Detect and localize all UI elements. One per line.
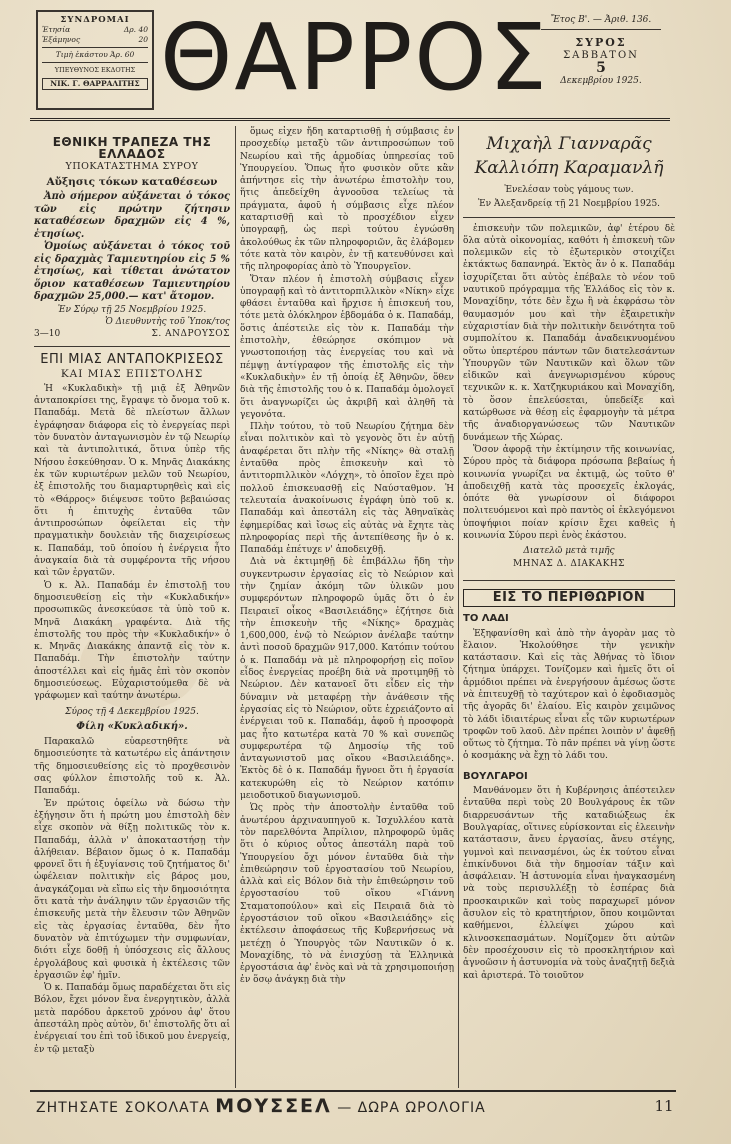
issue-price: Τιμὴ ἑκάστου Ἀρ. 60: [55, 50, 135, 59]
article-paragraph: Παρακαλῶ εὐαρεστηθῆτε νὰ δημοσιεύσητε τὰ κατωτέρω εἰς ἀπάντησιν τῆς δημοσιευθείσης εἰς τὸ προχθεσινὸν σας φύλλον ἐπιστολῆς τοῦ κ. Ἀλ. Παπαδάμ.: [34, 737, 230, 797]
masthead-rule: [30, 118, 670, 121]
footer-ad-text: — ΔΩΡΑ ΩΡΟΛΟΓΙΑ: [337, 1100, 486, 1116]
article-paragraph: Πλὴν τούτου, τὸ τοῦ Νεωρίου ζήτημα δὲν εἶναι πολιτικὸν καὶ τὸ γεγονὸς ὅτι ἐν αὐτῇ ἀναφέρεται ὅτι πλὴν τῆς «Νίκης» θὰ σταλῇ ἐνταῦθα πρὸς ἐπισκευὴν καὶ τὸ ἀντιτορπιλλικὸν «Λόγχη», τὸ ὁποῖον ἔχει πρὸ πολλοῦ ἐπισκευασθῇ εἰς Ναύσταθμον. Ἡ τελευταία ἀνακοίνωσις ἐγράφη ὑπὸ τοῦ κ. Παπαδάμ καὶ ἀπεστάλη εἰς τὰς Ἀθηναϊκὰς ἐφημερίδας καὶ ἴσως εἰς αὐτὰς νὰ ἔχητε τὰς πληροφορίας περὶ τῆς ἀντεπίθεσης ἣν ὁ κ. Παπαδάμ ἐπέτυχε ν' ἀποδειχθῇ.: [240, 422, 454, 556]
bank-notice-footer: [34, 328, 230, 340]
article-paragraph: Ὅταν πλέον ἡ ἐπιστολὴ σύμβασις εἶχεν ὑπογραφῇ καὶ τὸ ἀντιτορπιλλικὸν «Νίκη» εἶχε φθάσει ἐνταῦθα καὶ ἤρχισε ἡ ἐπισκευή του, τότε μετὰ ὁλόκληρον ἑβδομάδα ὁ κ. Παπαδάμ, ὅστις ἀπέστειλε εἰς τὸν κ. Παπαδάμ τὴν ἐπιστολὴν, ἐθεώρησε σκόπιμον νὰ γνωστοποιήσῃ τὰς ἐνεργείας του καὶ νὰ πέμψῃ ἀντίγραφον τῆς ἐπιστολῆς εἰς τὴν «Κυκλαδικὴν» ἐν τῇ ὁποίᾳ ἐξ Ἀθηνῶν, ὅθεν διὰ τῆς ἐπιστολῆς του ὁ κ. Παπαδάμ ὁμολογεῖ ὅτι ἀναγνωρίζει ὡς ἀκριβῆ καὶ ἀληθῆ τὰ γεγονότα.: [240, 274, 454, 420]
letter-closing: Διατελῶ μετὰ τιμῆς: [523, 546, 615, 557]
article-paragraph: Διὰ νὰ ἐκτιμηθῇ δὲ ἐπιβάλλω ἤδη τὴν συγκεντρωσιν ἐργασίας εἰς τὸ Νεώριον καὶ τὴν ζημίαν ἀκόμη τῶν ὑλικῶν μου συμφερόντων πληροφορῶ ὑμᾶς ὅτι ὁ ἐν Πειραιεῖ οἶκος «Βασιλειάδης» ἐζήτησε διὰ τὴν ἐπισκευὴν τῆς «Νίκης» δραχμὰς 1,600,000, ἐνῷ τὸ Νεώριον ἀνέλαβε ταύτην ἀντὶ ποσοῦ δραχμῶν 917,000. Κατόπιν τούτου ὁ κ. Παπαδάμ νὰ μὲ πληροφορήσῃ εἰς ποῖον εἶδος ἐνεργείας προέβη διὰ νὰ προτιμηθῇ τὸ Νεώριον. Δὲν κατανοεῖ ὅτι εἶδεν εἰς τὴν δύναμιν νὰ μεταφέρῃ τὴν ἀνάθεσιν τῆς ἐργασίας εἰς τὸ Νεώριον, οὔτε ἐχρειάζοντο αἱ ἐνέργειαι τοῦ κ. Παπαδάμ, ἀφοῦ ἡ προσφορὰ μας ἦτο κατωτέρα κατὰ 70 % καὶ συνεπῶς συμφερωτέρα τῷ Δημοσίῳ τῆς τοῦ ἀνταγωνιστοῦ μας οἴκου «Βασιλειάδης». Ἐκτὸς δὲ ὁ κ. Παπαδάμ ἤγνοει ὅτι ἡ ἐργασία κατεκυρώθη εἰς τὸ Νεώριον κατόπιν μειοδοτικοῦ διαγωνισμοῦ.: [240, 557, 454, 802]
letter-salutation: Φίλη «Κυκλαδική».: [76, 720, 188, 732]
article-paragraph: Μανθάνομεν ὅτι ἡ Κυβέρνησις ἀπέστειλεν ἐνταῦθα περὶ τοὺς 20 Βουλγάρους ἐκ τῶν διαρρευσάντων τῆς καταδιώξεως ἐκ Βουλγαρίας, οἵτινες εὑρίσκονται εἰς ἐλεεινὴν κατάστασιν, ἄνευ ἐργασίας, ἄνευ στέγης, γυμνοὶ καὶ πεινασμένοι, ὡς ἐκ τούτου εἶναι ἐπικίνδυνοι διὰ τὴν δημοσίαν τάξιν καὶ ἀσφάλειαν. Ἡ ἀστυνομία εἶναι ἠναγκασμένη νὰ τοὺς περισυλλέξῃ τὸ ἑσπέρας διὰ προσκαιρικῶν καὶ τοὺς παραχωρεῖ μόνον ἄσυλον εἰς τὸ κρατητήριον, ὅπου κοιμῶνται καθήμενοι, ἐλλείψει χώρου καὶ κλινοσκεπασμάτων. Νομίζομεν ὅτι αὐτῶν δὲν προσέχουσιν εἰς τὸ προσκλητήριον καὶ ἀγνοῶσιν ἡ ἀστυνομία νὰ τοὺς ἀναζητῇ δεξιὰ καὶ ἀριστερά. Τὸ τοιοῦτον: [463, 786, 675, 981]
subscription-row: [42, 25, 148, 35]
article-paragraph: Ἡ «Κυκλαδικὴ» τῇ μιᾷ ἐξ Ἀθηνῶν ἀνταποκρίσει της, ἔγραψε τὸ ὄνομα τοῦ κ. Παπαδάμ. Μετὰ δὲ πλείστων ἄλλων ἐγράφησαν διάφορα εἰς τὸ ἐνεργείας περὶ τὸν δυνατὸν ἀνταγωνισμὸν ἐν τῷ Νεωρίῳ καὶ τὰ ἀντιπολιτικά, ὅτινα ὑπὲρ τῆς Νήσου ἐσκεύθησαν. Ὁ κ. Μηνᾶς Διακάκης ἐκ τῶν κυριωτέρων μελῶν τοῦ Νεωρίου, ἐξ ἐπιστολῆς του διαμαρτυρηθεὶς καὶ εἰς τὸ «Θάρρος» διέψευσε τοῦτο βεβαιώσας ὅτι ἡ ἐπιτυχὴς ἐνταῦθα τῶν ἀντιπροσώπων ὀφείλεται εἰς τὴν πραγματικὴν δουλειὰν τῆς διαχειρίσεως κ. Παπαδάμ, τοῦ ὁποίου ἡ ἐνέργεια ἦτο ἀναγκαία διὰ τὰ συμφέροντα τῆς νήσου καὶ τῶν ἐργατῶν.: [34, 383, 230, 579]
column-rule: [458, 126, 459, 1088]
subscription-value: Δρ. 40: [123, 25, 148, 34]
column-1: [34, 126, 230, 1088]
article-paragraph: Ἐξηφανίσθη καὶ ἀπὸ τὴν ἀγορὰν μας τὸ ἔλαιον. Ἡκολούθησε τὴν γενικὴν κατάστασιν. Καὶ εἰς τὰς Ἀθήνας τὸ ἴδιον ζήτημα ὑπάρχει. Τονίζομεν καὶ ἡμεῖς ὅτι οἱ ἀρμόδιοι πρέπει νὰ ἐνεργήσουν ἀμέσως ὥστε νὰ ἐπιτευχθῇ τὸ ταχύτερον καὶ ὁ ἐφοδιασμὸς τῆς ἀγορᾶς δι' ἐλαίου. Εἰς καιρὸν χειμῶνος τὸ λάδι ἰδιαιτέρως εἶναι εἷς τῶν κυριωτέρων τροφῶν τοῦ λαοῦ. Δὲν πρέπει λοιπὸν ν' ἀφεθῇ οὕτως τὸ ζήτημα. Τὸ πᾶν πρέπει νὰ γίνῃ ὥστε ὁ κοσμάκης νὰ ἔχῃ τὸ λάδι του.: [463, 628, 675, 762]
article-paragraph: Ὅσον ἀφορᾷ τὴν ἐκτίμησιν τῆς κοινωνίας, Σύρου πρὸς τὰ διάφορα πρόσωπα βεβαίως ἡ κοινωνία γνωρίζει να ἐκτιμᾷ, ὡς τοῦτο θ' ἀποδειχθῇ κατὰ τὰς προσεχεῖς ἐκλογάς, ὁπότε θὰ γνωρίσουν οἱ διάφοροι πολιτευόμενοι καὶ πρὸ παντὸς οἱ ἐκλεγόμενοι ὑποψήφιοι ποίαν κρίσιν ἔχει καθεὶς ἡ κοινωνία Σύρου περὶ ἑνὸς ἑκάστου.: [463, 444, 675, 542]
article-paragraph: Ὁ κ. Ἀλ. Παπαδάμ ἐν ἐπιστολῇ του δημοσιευθείσῃ εἰς τὴν «Κυκλαδικήν» προσωπικῶς ἀνεσκεύασε τὰ ὑπὸ τοῦ κ. Μηνᾶ Διακάκη γραφέντα. Διὰ τῆς ἐπιστολῆς του πρὸς τὴν «Κυκλαδικήν» ὁ κ. Μηνᾶς Διακάκης ἀπαντᾷ εἰς τὸν κ. Παπαδάμ. Τὴν ἐπιστολὴν ταύτην ἀποστέλλει καὶ εἰς ἡμᾶς ἐπὶ τὸν σκοπὸν δημοσιεύσεως. Εὐχαριστούμεθα δὲ νὰ γράφωμεν καὶ ταύτην ἀνωτέρω.: [34, 580, 230, 702]
bank-notice-title: ΕΘΝΙΚΗ ΤΡΑΠΕΖΑ ΤΗΣ ΕΛΛΑΔΟΣ: [52, 135, 212, 162]
bank-notice-heading: Αὔξησις τόκων καταθέσεων: [46, 175, 218, 188]
section-subheading: ΤΟ ΛΑΔΙ: [463, 613, 509, 625]
subscription-label: Ἑξάμηνος: [42, 35, 81, 44]
masthead: [0, 0, 731, 118]
letter-date: Σύρος τῇ 4 Δεκεμβρίου 1925.: [65, 706, 199, 717]
issue-box: [541, 14, 661, 106]
issue-day: ΣΑΒΒΑΤΟΝ: [563, 50, 639, 61]
article-subtitle: ΚΑΙ ΜΙΑΣ ΕΠΙΣΤΟΛΗΣ: [60, 367, 204, 380]
issue-date: Δεκεμβρίου 1925.: [560, 76, 642, 86]
subscription-label: Ἐτησία: [42, 25, 71, 34]
wedding-announcement: Ἐνελέσαν τοὺς γάμους των.: [504, 185, 634, 195]
bank-notice-text: Ὁμοίως αὐξάνεται ὁ τόκος τοῦ εἰς δραχμὰς Ταμιευτηρίου εἰς 5 % ἐτησίως, καὶ τίθεται ἀνώτατον ὅριον καταθέσεων Ταμιευτηρίου δραχμῶν 25,000.— κατ' ἄτομον.: [34, 241, 230, 303]
letter-signature: ΜΗΝΑΣ Δ. ΔΙΑΚΑΚΗΣ: [512, 558, 626, 569]
column-rule: [235, 126, 236, 1088]
bank-notice-date: Ἐν Σύρῳ τῇ 25 Νοεμβρίου 1925.: [57, 304, 207, 315]
wedding-name: Καλλιόπη Καραμανλῆ: [474, 158, 664, 178]
issue-year-number: Ἔτος Β'. — Ἀριθ. 136.: [541, 14, 661, 30]
newspaper-title: ΘΑΡΡΟΣ: [160, 4, 549, 111]
section-subheading: ΒΟΥΛΓΑΡΟΙ: [463, 770, 528, 782]
footer-ad-text: ΖΗΤΗΣΑΤΕ ΣΟΚΟΛΑΤΑ: [36, 1100, 210, 1116]
column-2: [240, 126, 454, 1088]
publisher-name: ΝΙΚ. Γ. ΘΑΡΡΑΛΙΤΗΣ: [42, 78, 148, 90]
footer-ad-brand: ΜΟΥΣΣΕΛ: [215, 1095, 332, 1117]
article-paragraph: ἐπισκευὴν τῶν πολεμικῶν, ἀφ' ἑτέρου δὲ ὅλα αὐτὰ οἰκονομίας, καθότι ἡ ἐπισκευὴ τῶν πολεμικῶν εἰς τὸ ἐξωτερικὸν στοιχίζει ἐκτάκτως δαπανηρά. Ἐκτὸς ἂν ὁ κ. Παπαδάμ ἰσχυρίζεται ὅτι αὐτὸς ἐπέβαλε τὸ νέον τοῦ ναυτικοῦ πρόγραμμα τῆς Ἑλλάδος εἰς τὸν κ. Μοναχίδην, τότε δὲν ἔχω ἢ νὰ ἐκφράσω τὸν θαυμασμόν μου καὶ τὴν ἐξαιρετικὴν εὐχαριστίαν διὰ τὴν πολιτικὴν δεινότητα τοῦ συμπολίτου κ. Παπαδάμ ἀναδεικνυομένου οὕτω ὑπερτέρου πάντων τῶν διατελεσάντων Ὑπουργῶν τῶν Ναυτικῶν καὶ ὅλων τῶν εἰδικῶν καὶ ἀνεγνωρισμένου κύρους τεχνικῶν κ. κ. Χατζηκυριάκου καὶ Μοναχίδη, τὸ ὅσον ἐπελεύσεται, ὑπεδείξε καὶ κατώρθωσε νὰ θέσῃ εἰς ἐφαρμογὴν τὰ μέτρα τῆς ἀναδιοργανώσεως τῶν Ναυτικῶν δυνάμεων τῆς Χώρας.: [463, 223, 675, 443]
footer-advertisement: [36, 1094, 636, 1118]
footer-rule: [30, 1090, 676, 1092]
page-number: 11: [654, 1097, 674, 1115]
article-paragraph: Ἐν πρώτοις ὀφείλω νὰ δώσω τὴν ἑξήγησιν ὅτι ἡ πρώτη μου ἐπιστολὴ δὲν εἶχε σκοπὸν νὰ θίξῃ πολιτικῶς τὸν κ. Παπαδάμ, ἀλλὰ ν' ἀποκαταστήσῃ τὴν ἀλήθειαν. Βέβαιον ὅμως ὁ κ. Παπαδάμ φρονεῖ ὅτι ἡ ἐξυγίανσις τοῦ ζητήματος δι' ὠφέλειαν πολιτικὴν εἰς βάρος μου, ἀναγκάζομαι νὰ εἴπω εἰς τὴν δημοσιότητα ὅτι κατὰ τὴν ἀνάληψιν τῶν ἐργασιῶν τῆς ἐπισκευῆς μετὰ τὴν ἔλευσιν τῶν Ἀθηνῶν εἰς τὰς ἐργασίας ἐνταῦθα, δὲν ἦτο δυνατὸν νὰ ἐπιτύχωμεν τὴν συμφωνίαν, διότι εἶχε δοθῇ ἡ ὑπόσχεσις εἰς ἄλλους ἐργολάβους καὶ φυσικὰ ἡ ἐκτέλεσις τῶν ἐργασιῶν ἐφ' ἡμῖν.: [34, 798, 230, 981]
bank-notice-signature-title: Ὁ Διευθυντὴς τοῦ Ὑποκ/τος: [105, 316, 230, 327]
bank-notice-signature-name: Σ. ΑΝΔΡΟΥΣΟΣ: [151, 329, 230, 340]
bank-notice-branch: ΥΠΟΚΑΤΑΣΤΗΜΑ ΣΥΡΟΥ: [65, 160, 199, 172]
issue-day-number: 5: [596, 60, 606, 76]
column-3: [463, 126, 675, 1088]
section-box-title: ΕΙΣ ΤΟ ΠΕΡΙΘΩΡΙΟΝ: [463, 589, 675, 607]
bank-notice-text: Ἀπὸ σήμερον αὐξάνεται ὁ τόκος τῶν εἰς πρώτην ζήτησιν καταθέσεων δραχμῶν εἰς 4 %, ἐτησίως.: [34, 191, 230, 240]
article-paragraph: Ὡς πρὸς τὴν ἀποστολὴν ἐνταῦθα τοῦ ἀνωτέρου ἀρχιναυπηγοῦ κ. Ἰσχυλλέου κατὰ τὸν παρελθόντα Ἀπρίλιον, πληροφορῶ ὑμᾶς ὅτι ὁ κύριος οὗτος ἀπεστάλη παρὰ τοῦ Ὑπουργείου ὄχι μόνον ἐνταῦθα διὰ τὴν ἐπιθεώρησιν τοῦ ἐργοστασίου τοῦ Νεωρίου, ἀλλὰ καὶ εἰς Βόλον διὰ τὴν ἐπιθεώρησιν τοῦ ἐργοστασίου τοῦ οἴκου «Γιάννη Σταματοπούλου» καὶ εἰς Πειραιᾶ διὰ τὸ ἐργοστάσιον τοῦ οἴκου «Βασιλειάδης» εἰς ἐκτέλεσιν ἀποφάσεως τῆς Κυβερνήσεως νὰ μετέχῃ ὁ Ὑπουργὸς τῶν Ναυτικῶν ὁ κ. Μοναχίδης, τὸ νὰ ἐνισχύσῃ τὰ Ἑλληνικὰ ἐργοστάσια ἀφ' ἑνὸς καὶ νὰ τὰ χρησιμοποιήσῃ ἐν ὅσῳ ἀνάγκῃ διὰ τὴν: [240, 803, 454, 986]
article-paragraph: ὅμως εἶχεν ἤδη καταρτισθῇ ἡ σύμβασις ἐν προσχεδίῳ μεταξὺ τῶν ἀντιπροσώπων τοῦ Νεωρίου καὶ τῆς ἁρμοδίας ὑπηρεσίας τοῦ Ὑπουργείου. Ὅπως ἦτο φυσικὸν οὔτε κἂν ἀπήντησε εἰς τὴν ἀνωτέρω ἐπιστολὴν του, ἥτις ἀπεδείχθη ἀγνοοῦσα τελείως τὰ πράγματα, ἀφοῦ ἡ σύμβασις εἶχε πλέον καταρτισθῇ καὶ τὸ προσχέδιον εἶχεν ὑπογραφῇ, ὡς περὶ τούτου ἐγνώσθη ἀκολούθως ἐκ τῶν πληροφοριῶν, ἃς ἐλάβομεν τότε κατὰ τὸν καιρὸν, ἐν τῇ κατευθύνσει καὶ τῆς πληροφορίας ἀπὸ τὸ Ὑπουργεῖον.: [240, 127, 454, 273]
article-title: ΕΠΙ ΜΙΑΣ ΑΝΤΑΠΟΚΡΙΣΕΩΣ: [40, 351, 224, 367]
issue-city: ΣΥΡΟΣ: [575, 36, 627, 49]
subscriptions-box: [36, 10, 154, 110]
subscriptions-heading: ΣΥΝΔΡΟΜΑΙ: [60, 15, 130, 25]
subscription-row: [42, 35, 148, 45]
publisher-label: ΥΠΕΥΘΥΝΟΣ ΕΚΔΟΤΗΣ: [54, 66, 136, 74]
subscription-value: 20: [138, 35, 148, 44]
ad-run-mark: 3—10: [34, 329, 61, 340]
wedding-name: Μιχαὴλ Γιανναρᾶς: [486, 134, 652, 154]
article-paragraph: Ὁ κ. Παπαδάμ ὅμως παραδέχεται ὅτι εἰς Βόλον, ἔχει μόνον ἕνα ἐνεργητικὸν, ἀλλὰ μετὰ παρόδου ἀρκετοῦ χρόνου ἀφ' ὅτου ἀπεστάλη πρὸς αὐτὸν, δι' ἐπιστολῆς ὅτι αἱ ἐνέργειαί του ἐπὶ τοῦ ἰδικοῦ μου ἐνεργείᾳ, ἐν τῷ μεταξὺ: [34, 983, 230, 1055]
wedding-date: Ἐν Ἀλεξανδρείᾳ τῇ 21 Νοεμβρίου 1925.: [477, 199, 661, 210]
